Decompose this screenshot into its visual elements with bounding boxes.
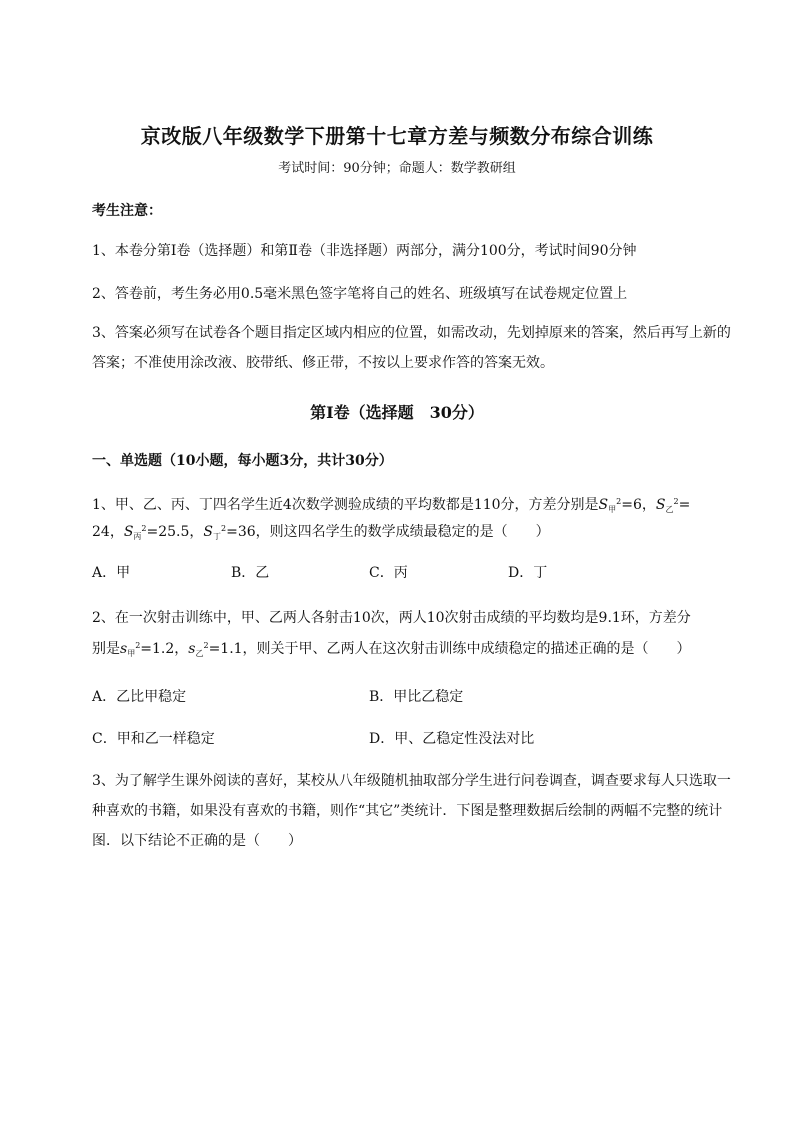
variance-symbol: S <box>203 524 214 540</box>
question-1-line-2: 24，$S_丙^2=25.5$，$S_丁^2=36$，则这四名学生的数学成绩最稳定的是（ ） <box>92 524 550 541</box>
variance-symbol: s <box>120 641 128 657</box>
question-2-line-2: 别是$s_甲^2=1.2$，$s_乙^2=1.1$，则关于甲、乙两人在这次射击训练中成绩稳定的描述正确的是（ ） <box>92 641 691 658</box>
q1-option-c[interactable]: C．丙 <box>369 565 408 581</box>
variance-symbol: S <box>655 497 666 513</box>
notice-item-3: 3、答案必须写在试卷各个题目指定区域内相应的位置，如需改动，先划掉原来的答案，然后再写上新的答案；不准使用涂改液、胶带纸、修正带，不按以上要求作答的答案无效。 <box>92 325 731 371</box>
section-title: 第I卷（选择题 30分） <box>310 403 484 422</box>
q2-option-a[interactable]: A．乙比甲稳定 <box>92 689 187 705</box>
q1-option-d[interactable]: D．丁 <box>508 565 548 581</box>
q2-option-c[interactable]: C．甲和乙一样稳定 <box>92 731 215 747</box>
variance-symbol: S <box>598 497 609 513</box>
variance-symbol: s <box>188 641 196 657</box>
part-heading: 一、单选题（10小题，每小题3分，共计30分） <box>92 453 393 469</box>
q2-option-d[interactable]: D．甲、乙稳定性没法对比 <box>369 731 535 747</box>
q2-option-b[interactable]: B．甲比乙稳定 <box>369 689 464 705</box>
q1-option-b[interactable]: B．乙 <box>231 565 270 581</box>
variance-symbol: S <box>123 524 134 540</box>
exam-info: 考试时间：90分钟；命题人：数学教研组 <box>278 161 516 176</box>
notice-item-2: 2、答卷前，考生务必用0.5毫米黑色签字笔将自己的姓名、班级填写在试卷规定位置上 <box>92 286 628 302</box>
notice-item-1: 1、本卷分第I卷（选择题）和第Ⅱ卷（非选择题）两部分，满分100分，考试时间90分钟 <box>92 243 637 259</box>
q1-option-a[interactable]: A．甲 <box>92 565 131 581</box>
question-3: 3、为了解学生课外阅读的喜好，某校从八年级随机抽取部分学生进行问卷调查，调查要求每人只选取一种喜欢的书籍，如果没有喜欢的书籍，则作“其它”类统计．下图是整理数据后绘制的两幅不完整的统计图．以下结论不正确的是（ ） <box>92 773 731 849</box>
document-title: 京改版八年级数学下册第十七章方差与频数分布综合训练 <box>140 124 654 148</box>
notice-heading: 考生注意： <box>92 203 162 219</box>
question-1-line-1: 1、甲、乙、丙、丁四名学生近4次数学测验成绩的平均数都是110分，方差分别是$S_甲^2=6$，$S_乙^2=$ <box>92 497 691 514</box>
question-2-line-1: 2、在一次射击训练中，甲、乙两人各射击10次，两人10次射击成绩的平均数均是9.1环，方差分 <box>92 610 691 626</box>
